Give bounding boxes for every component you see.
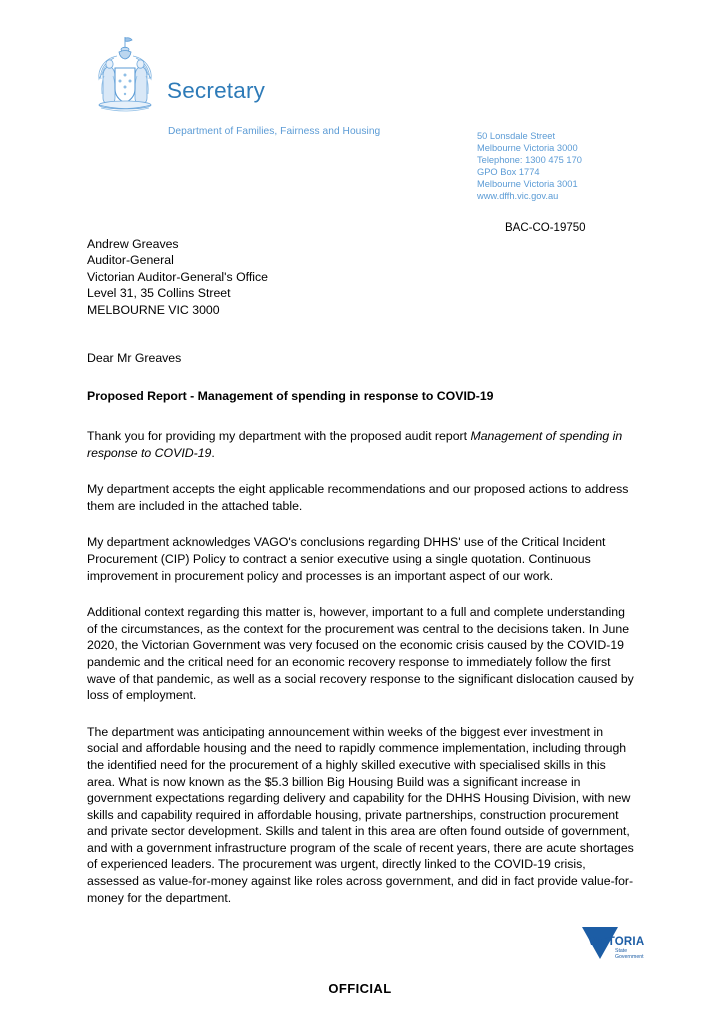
- letter-body: [87, 350, 634, 926]
- victoria-state-government-logo-icon: [578, 925, 646, 963]
- department-name: Department of Families, Fairness and Housing: [168, 126, 381, 137]
- recipient-name: Andrew Greaves: [87, 237, 179, 251]
- contact-line: Melbourne Victoria 3000: [477, 143, 578, 154]
- svg-text:State: State: [615, 948, 628, 954]
- paragraph-2: My department accepts the eight applicable recommendations and our proposed actions to address them are included in the attached table.: [87, 482, 629, 513]
- paragraph-5: The department was anticipating announcement within weeks of the biggest ever investment in social and affordable housing and the need to rapidly commence implementation, including through the identified need for the procurement of a highly skilled executive with specialised skills in this area. What is now known as the $5.3 billion Big Housing Build was a significant increase in government expectations regarding delivery and capability for the DHHS Housing Division, with new skills and capability required in affordable housing, private partnerships, construction procurement and private sector development. Skills and talent in this area are often found outside of government, and with a government infrastructure program of the scale of recent years, there are acute shortages of experienced leaders. The procurement was urgent, directly linked to the COVID-19 crisis, assessed as value-for-money against like roles across government, and did in fact provide value-for-money for the department.: [87, 724, 634, 905]
- contact-line: 50 Lonsdale Street: [477, 131, 556, 141]
- recipient-address: [87, 236, 268, 318]
- paragraph-1-prefix: Thank you for providing my department with the proposed audit report: [87, 429, 471, 443]
- contact-line: GPO Box 1774: [477, 167, 540, 178]
- report-title-italic: Management of spending in response to COVID-19: [87, 429, 623, 460]
- paragraph-3: My department acknowledges VAGO's conclusions regarding DHHS' use of the Critical Incident Procurement (CIP) Policy to contract a senior executive using a single quotation. Continuous improvement in procurement policy and processes is an important aspect of our work.: [87, 535, 606, 583]
- recipient-title: Auditor-General: [87, 253, 174, 268]
- recipient-city: MELBOURNE VIC 3000: [87, 302, 220, 317]
- contact-line: Melbourne Victoria 3001: [477, 179, 578, 190]
- paragraph-1-suffix: .: [211, 445, 215, 460]
- website-link[interactable]: www.dffh.vic.gov.au: [477, 191, 559, 202]
- salutation: Dear Mr Greaves: [87, 351, 182, 365]
- classification-footer: OFFICIAL: [328, 981, 392, 996]
- paragraph-4: Additional context regarding this matter is, however, important to a full and complete understanding of the circumstances, as the context for the procurement was central to the decisions taken. In June 2020, the Victorian Government was very focused on the economic crisis caused by the COVID-19 pandemic and the critical need for an economic recovery response to immediately follow the first wave of that pandemic, as well as a social recovery response to the significant dislocation caused by loss of employment.: [87, 605, 634, 703]
- svg-text:Government: Government: [615, 954, 644, 960]
- reference-number: BAC-CO-19750: [505, 222, 586, 234]
- contact-line: Telephone: 1300 475 170: [477, 155, 582, 166]
- recipient-street: Level 31, 35 Collins Street: [87, 286, 231, 301]
- page-title: Secretary: [167, 78, 266, 103]
- recipient-organisation: Victorian Auditor-General's Office: [87, 269, 268, 284]
- contact-block: [477, 130, 582, 203]
- svg-text:VICTORIA: VICTORIA: [588, 936, 645, 948]
- subject-line: Proposed Report - Management of spending in response to COVID-19: [87, 389, 494, 403]
- victoria-coat-of-arms-icon: [87, 34, 163, 116]
- paragraph-1: [87, 428, 634, 461]
